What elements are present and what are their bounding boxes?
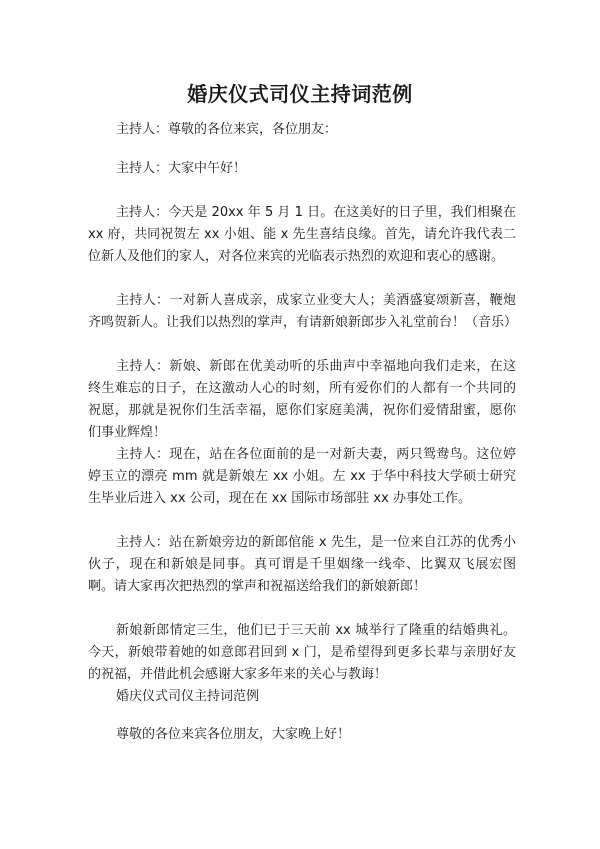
paragraph-evening-greeting: 尊敬的各位来宾各位朋友，大家晚上好！ — [116, 727, 351, 742]
paragraph-groom-intro: 主持人：站在新娘旁边的新郎倌能 x 先生，是一位来自江苏的优秀小伙子，现在和新娘是同事。真可谓是千里姻缘一线牵、比翼双飞展宏图啊。请大家再次把热烈的掌声和祝福送给我们的新娘新郎！ — [88, 535, 516, 594]
paragraph-subtitle: 婚庆仪式司仪主持词范例 — [116, 689, 260, 704]
paragraph-greeting: 主持人：尊敬的各位来宾，各位朋友： — [116, 122, 338, 137]
page-title: 婚庆仪式司仪主持词范例 — [187, 82, 413, 106]
paragraph-opening: 主持人：今天是 20xx 年 5 月 1 日。在这美好的日子里，我们相聚在 xx 府，共同祝贺左 xx 小姐、能 x 先生喜结良缘。首先，请允许我代表二位新人及他们的家人，对各位来宾的光临表示热烈的欢迎和衷心的感谢。 — [88, 205, 516, 264]
paragraph-bride-intro: 主持人：现在，站在各位面前的是一对新夫妻，两只鸳鸯鸟。这位婷婷玉立的漂亮 mm 就是新娘左 xx 小姐。左 xx 于华中科技大学硕士研究生毕业后进入 xx 公司，现在在 xx 国际市场部驻 xx 办事处工作。 — [88, 447, 516, 506]
paragraph-good-noon: 主持人：大家中午好！ — [116, 161, 247, 176]
paragraph-blessing: 主持人：新娘、新郎在优美动听的乐曲声中幸福地向我们走来，在这终生难忘的日子，在这激动人心的时刻，所有爱你们的人都有一个共同的祝愿，那就是祝你们生活幸福，愿你们家庭美满，祝你们爱情甜蜜，愿你们事业辉煌！ — [88, 359, 516, 440]
paragraph-newlyweds-enter: 主持人：一对新人喜成亲，成家立业变大人；美酒盛宴颂新喜，鞭炮齐鸣贺新人。让我们以热烈的掌声，有请新娘新郎步入礼堂前台！（音乐） — [88, 293, 518, 330]
paragraph-wedding-ceremony: 新娘新郎情定三生，他们已于三天前 xx 城举行了隆重的结婚典礼。今天，新娘带着她的如意郎君回到 x 门，是希望得到更多长辈与亲朋好友的祝福，并借此机会感谢大家多年来的关心与教诲！ — [88, 623, 516, 682]
